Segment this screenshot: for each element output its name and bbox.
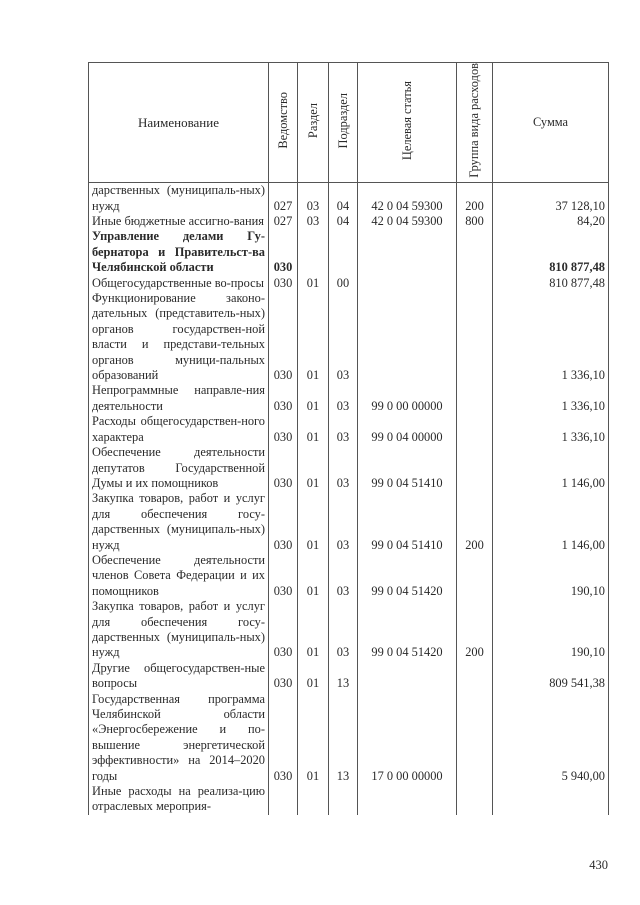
header-summa: Сумма (493, 63, 609, 183)
table-row (89, 491, 609, 553)
row-name: Обеспечение деятельности депутатов Государственной Думы и их помощников (89, 445, 269, 491)
row-summa: 809 541,38 (493, 661, 609, 692)
row-podrazdel: 03 (329, 599, 358, 661)
row-podrazdel: 13 (329, 692, 358, 784)
row-summa: 810 877,48 (493, 276, 609, 291)
table-row (89, 553, 609, 599)
table-row (89, 291, 609, 383)
row-celevaya-statya (358, 229, 457, 275)
row-podrazdel (329, 229, 358, 275)
header-name: Наименование (89, 63, 269, 183)
row-name: Иные расходы на реализа-цию отраслевых мероприя- (89, 784, 269, 815)
row-gruppa-vida (457, 784, 493, 815)
row-gruppa-vida: 800 (457, 214, 493, 229)
row-razdel: 01 (298, 692, 329, 784)
row-podrazdel: 03 (329, 445, 358, 491)
row-summa (493, 784, 609, 815)
row-podrazdel: 03 (329, 414, 358, 445)
row-podrazdel: 04 (329, 214, 358, 229)
table-row (89, 661, 609, 692)
row-gruppa-vida (457, 414, 493, 445)
row-razdel: 01 (298, 445, 329, 491)
row-razdel: 03 (298, 183, 329, 214)
row-gruppa-vida (457, 445, 493, 491)
row-summa: 1 146,00 (493, 445, 609, 491)
row-vedomstvo: 030 (269, 414, 298, 445)
page-number: 430 (589, 858, 608, 872)
row-razdel: 01 (298, 661, 329, 692)
row-vedomstvo: 030 (269, 491, 298, 553)
row-summa: 1 336,10 (493, 291, 609, 383)
row-name: Закупка товаров, работ и услуг для обеспечения госу-дарственных (муниципаль-ных) нужд (89, 599, 269, 661)
row-celevaya-statya: 99 0 04 51410 (358, 445, 457, 491)
row-celevaya-statya: 99 0 04 51420 (358, 599, 457, 661)
row-summa: 190,10 (493, 599, 609, 661)
row-celevaya-statya (358, 661, 457, 692)
row-summa: 84,20 (493, 214, 609, 229)
table-row (89, 383, 609, 414)
table-row (89, 692, 609, 784)
row-vedomstvo: 027 (269, 183, 298, 214)
row-celevaya-statya: 17 0 00 00000 (358, 692, 457, 784)
row-podrazdel: 03 (329, 291, 358, 383)
table-row (89, 229, 609, 275)
row-summa: 5 940,00 (493, 692, 609, 784)
row-razdel: 01 (298, 276, 329, 291)
row-gruppa-vida (457, 291, 493, 383)
row-razdel: 01 (298, 599, 329, 661)
row-gruppa-vida: 200 (457, 599, 493, 661)
budget-table (88, 62, 609, 815)
row-vedomstvo: 027 (269, 214, 298, 229)
row-gruppa-vida (457, 276, 493, 291)
row-name: Общегосударственные во-просы (89, 276, 269, 291)
row-celevaya-statya: 99 0 04 51420 (358, 553, 457, 599)
row-gruppa-vida (457, 229, 493, 275)
row-name: Закупка товаров, работ и услуг для обеспечения госу-дарственных (муниципаль-ных) нужд (89, 491, 269, 553)
row-razdel: 01 (298, 383, 329, 414)
row-vedomstvo: 030 (269, 383, 298, 414)
row-summa: 1 336,10 (493, 414, 609, 445)
row-razdel: 01 (298, 291, 329, 383)
row-vedomstvo: 030 (269, 229, 298, 275)
row-celevaya-statya: 99 0 00 00000 (358, 383, 457, 414)
row-razdel (298, 229, 329, 275)
row-podrazdel: 00 (329, 276, 358, 291)
row-podrazdel: 03 (329, 553, 358, 599)
row-razdel: 01 (298, 491, 329, 553)
row-podrazdel: 03 (329, 383, 358, 414)
row-name: Расходы общегосударствен-ного характера (89, 414, 269, 445)
row-name: Государственная программа Челябинской области «Энергосбережение и по-вышение энергетической эффективности» на 2014–2020 годы (89, 692, 269, 784)
row-gruppa-vida: 200 (457, 183, 493, 214)
row-razdel: 03 (298, 214, 329, 229)
row-name: дарственных (муниципаль-ных) нужд (89, 183, 269, 214)
row-razdel (298, 784, 329, 815)
row-gruppa-vida: 200 (457, 491, 493, 553)
row-summa: 1 146,00 (493, 491, 609, 553)
row-gruppa-vida (457, 692, 493, 784)
row-celevaya-statya (358, 291, 457, 383)
row-vedomstvo: 030 (269, 445, 298, 491)
row-vedomstvo (269, 784, 298, 815)
row-gruppa-vida (457, 383, 493, 414)
header-gruppa-vida: Группа вида расходов (457, 63, 493, 183)
row-summa: 37 128,10 (493, 183, 609, 214)
table-header (89, 63, 609, 183)
table-row (89, 599, 609, 661)
row-name: Иные бюджетные ассигно-вания (89, 214, 269, 229)
row-summa: 190,10 (493, 553, 609, 599)
row-vedomstvo: 030 (269, 661, 298, 692)
row-name: Непрограммные направле-ния деятельности (89, 383, 269, 414)
table-row (89, 784, 609, 815)
header-podrazdel: Подраздел (329, 63, 358, 183)
row-vedomstvo: 030 (269, 276, 298, 291)
table-row (89, 414, 609, 445)
row-name: Управление делами Гу-бернатора и Правительст-ва Челябинской области (89, 229, 269, 275)
table-row (89, 214, 609, 229)
row-summa: 810 877,48 (493, 229, 609, 275)
row-vedomstvo: 030 (269, 291, 298, 383)
row-name: Другие общегосударствен-ные вопросы (89, 661, 269, 692)
row-podrazdel: 04 (329, 183, 358, 214)
row-vedomstvo: 030 (269, 692, 298, 784)
row-celevaya-statya: 42 0 04 59300 (358, 183, 457, 214)
table-body (89, 183, 609, 815)
row-podrazdel: 13 (329, 661, 358, 692)
row-vedomstvo: 030 (269, 599, 298, 661)
header-celevaya-statya: Целевая статья (358, 63, 457, 183)
row-razdel: 01 (298, 414, 329, 445)
row-name: Обеспечение деятельности членов Совета Федерации и их помощников (89, 553, 269, 599)
row-podrazdel (329, 784, 358, 815)
table-row (89, 183, 609, 214)
row-podrazdel: 03 (329, 491, 358, 553)
row-celevaya-statya: 99 0 04 51410 (358, 491, 457, 553)
row-name: Функционирование законо-дательных (представитель-ных) органов государствен-ной власти и представи-тельных органов муници-пальных образований (89, 291, 269, 383)
table-row (89, 276, 609, 291)
row-gruppa-vida (457, 553, 493, 599)
row-summa: 1 336,10 (493, 383, 609, 414)
row-celevaya-statya: 42 0 04 59300 (358, 214, 457, 229)
row-gruppa-vida (457, 661, 493, 692)
header-razdel: Раздел (298, 63, 329, 183)
row-celevaya-statya (358, 276, 457, 291)
row-razdel: 01 (298, 553, 329, 599)
table-row (89, 445, 609, 491)
row-celevaya-statya: 99 0 04 00000 (358, 414, 457, 445)
row-celevaya-statya (358, 784, 457, 815)
row-vedomstvo: 030 (269, 553, 298, 599)
header-vedomstvo: Ведомство (269, 63, 298, 183)
